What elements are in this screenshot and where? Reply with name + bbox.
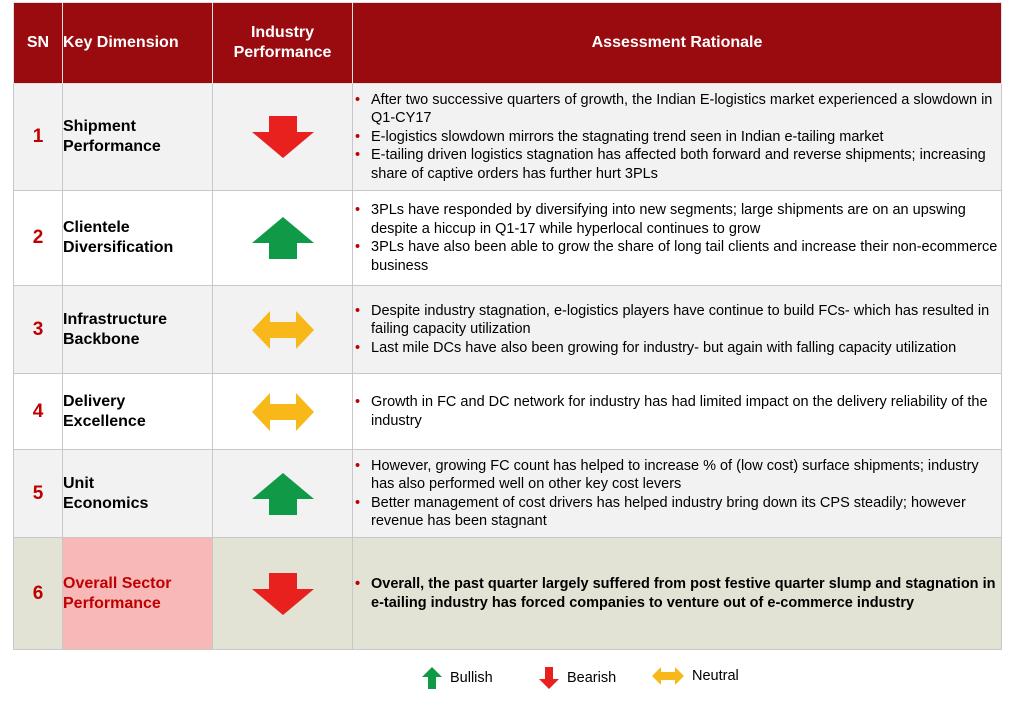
dimension-line: Diversification [63,239,174,256]
table-row [14,286,1002,374]
rationale-point: • Last mile DCs have also been growing for industry- but again with falling capacity utilization [371,339,1001,358]
row-rationale [353,191,1002,286]
row-performance [213,286,353,374]
table-row-overall [14,538,1002,650]
dimension-line: Backbone [63,330,140,348]
header-performance-line2: Performance [233,44,332,61]
row-rationale [353,84,1002,191]
legend-item-bearish [539,667,616,689]
header-row [14,3,1002,84]
legend-item-neutral [652,667,739,685]
dimension-line: Unit [63,474,95,492]
row-dimension [63,450,213,538]
row-rationale [353,538,1002,650]
row-rationale [353,374,1002,450]
dimension-line: Clientele [63,219,130,236]
row-sn: 1 [14,84,63,191]
row-sn: 3 [14,286,63,374]
row-performance [213,84,353,191]
up-arrow-icon [422,667,442,689]
row-rationale [353,286,1002,374]
legend-item-bullish [422,667,493,689]
rationale-point: • 3PLs have also been able to grow the share of long tail clients and increase their non-ecommerce business [371,238,1001,275]
legend-label: Bullish [450,670,493,686]
left-right-arrow-icon [652,667,684,685]
rationale-point: • After two successive quarters of growth, the Indian E-logistics market experienced a slowdown in Q1-CY17 [371,91,1001,128]
header-key-dimension: Key Dimension [63,3,213,84]
row-dimension [63,84,213,191]
table-row [14,191,1002,286]
header-assessment-rationale: Assessment Rationale [353,3,1002,84]
row-sn: 5 [14,450,63,538]
rationale-point: • E-logistics slowdown mirrors the stagnating trend seen in Indian e-tailing market [371,128,1001,147]
dimension-line: Performance [63,594,161,612]
legend-label: Neutral [692,668,739,684]
dimension-line: Economics [63,494,149,512]
up-arrow-icon [252,473,314,515]
dimension-line: Excellence [63,412,146,430]
row-dimension [63,286,213,374]
up-arrow-icon [252,217,314,259]
header-performance-line1: Industry [250,24,315,41]
rationale-point: • Better management of cost drivers has helped industry bring down its CPS steadily; however revenue has been stagnant [371,494,1001,531]
row-performance [213,191,353,286]
row-sn: 2 [14,191,63,286]
table-row [14,374,1002,450]
row-performance [213,374,353,450]
left-right-arrow-icon [252,311,314,349]
rationale-point: • Despite industry stagnation, e-logistics players have continue to build FCs- which has resulted in failing capacity utilization [371,302,1001,339]
rationale-point: • E-tailing driven logistics stagnation has affected both forward and reverse shipments; increasing share of captive orders has further hurt 3PLs [371,146,1001,183]
row-sn: 6 [14,538,63,650]
table-row [14,84,1002,191]
down-arrow-icon [252,116,314,158]
legend-label: Bearish [567,670,617,686]
row-dimension [63,191,213,286]
assessment-table [13,2,1002,650]
rationale-point: • Growth in FC and DC network for industry has had limited impact on the delivery reliability of the industry [371,393,1001,430]
rationale-point: • 3PLs have responded by diversifying into new segments; large shipments are on an upswing despite a hiccup in Q1-17 while hyperlocal continues to grow [371,201,1001,238]
dimension-line: Overall Sector [63,574,172,592]
row-dimension [63,374,213,450]
header-industry-performance [213,3,353,84]
dimension-line: Infrastructure [63,310,168,328]
legend [0,667,1024,689]
row-rationale [353,450,1002,538]
header-sn: SN [14,3,63,84]
table-row [14,450,1002,538]
down-arrow-icon [252,573,314,615]
rationale-point: • Overall, the past quarter largely suffered from post festive quarter slump and stagnation in e-tailing industry has forced companies to venture out of e-commerce industry [371,575,1001,612]
row-performance [213,538,353,650]
row-performance [213,450,353,538]
down-arrow-icon [539,667,559,689]
dimension-line: Performance [63,138,161,155]
dimension-line: Shipment [63,118,136,135]
rationale-point: • However, growing FC count has helped to increase % of (low cost) surface shipments; industry has also performed well on other key cost levers [371,457,1001,494]
dimension-line: Delivery [63,392,126,410]
row-sn: 4 [14,374,63,450]
left-right-arrow-icon [252,393,314,431]
row-dimension [63,538,213,650]
